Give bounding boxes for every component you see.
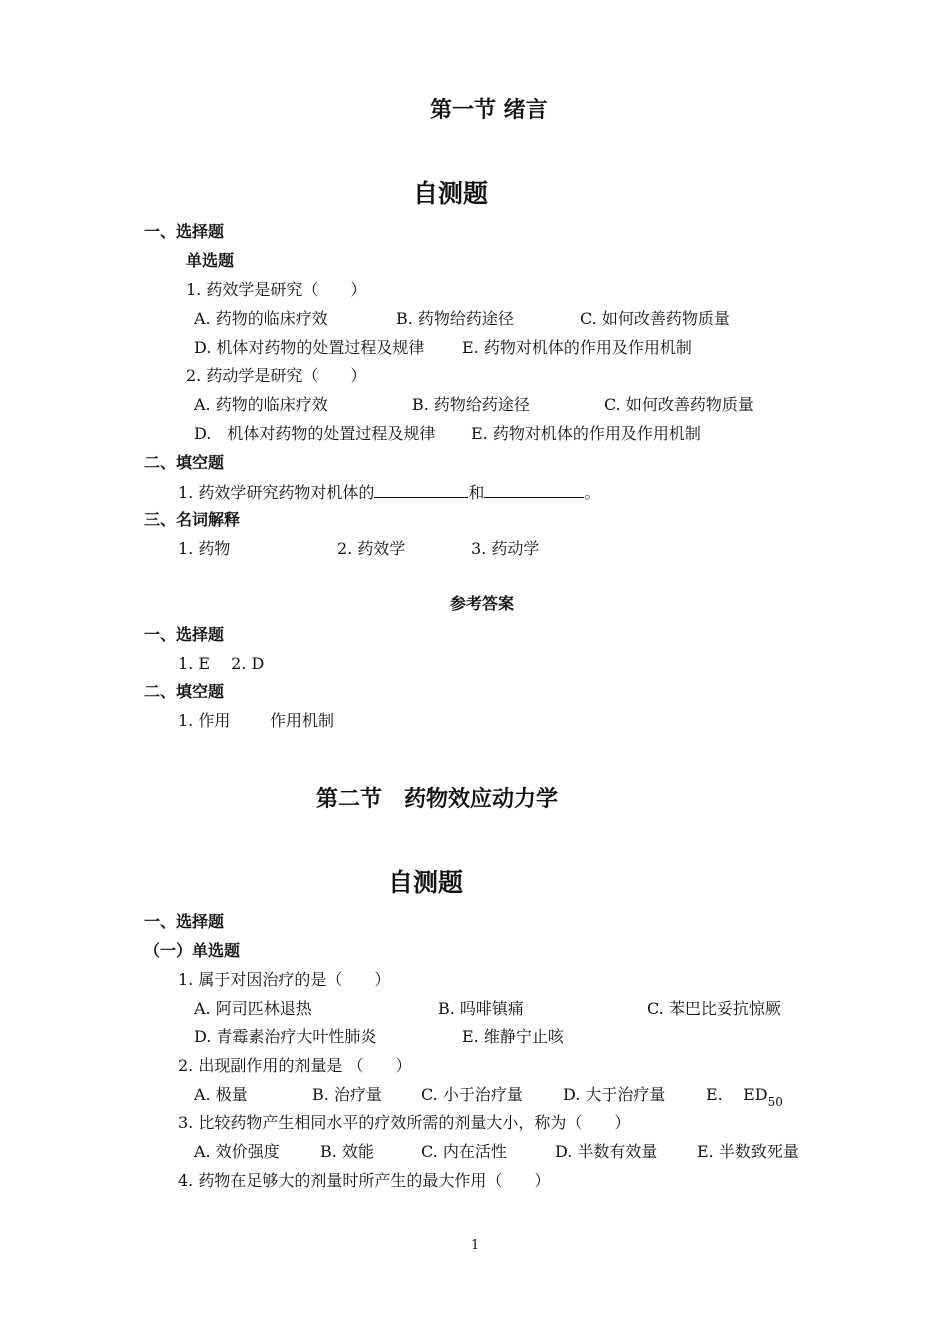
option-e: E. 半数致死量 (697, 1142, 799, 1161)
option-c: C. 内在活性 (421, 1142, 507, 1161)
fill-question-end: 。 (584, 483, 601, 502)
answer-fill-2: 作用机制 (270, 711, 335, 730)
option-b: B. 药物给药途径 (396, 309, 514, 328)
single-choice-heading: 单选题 (186, 251, 235, 270)
answers-heading: 参考答案 (450, 594, 515, 613)
selftest-heading: 自测题 (388, 868, 464, 897)
option-c: C. 如何改善药物质量 (580, 309, 730, 328)
option-e-prefix: E. (706, 1085, 723, 1104)
single-choice-heading: （一）单选题 (144, 941, 241, 960)
option-d: D. 大于治疗量 (563, 1085, 666, 1104)
answer-blank (374, 482, 468, 498)
option-d: D. 半数有效量 (555, 1142, 658, 1161)
option-c: C. 苯巴比妥抗惊厥 (647, 999, 781, 1018)
option-b: B. 效能 (320, 1142, 374, 1161)
page-number: 1 (471, 1238, 480, 1253)
fill-heading: 二、填空题 (144, 453, 225, 472)
option-e: E. 药物对机体的作用及作用机制 (462, 338, 692, 357)
question-1: 1. 属于对因治疗的是（ ） (178, 970, 391, 989)
option-a: A. 极量 (194, 1085, 248, 1104)
question-1: 1. 药效学是研究（ ） (186, 280, 367, 299)
option-e (706, 1085, 783, 1112)
question-4: 4. 药物在足够大的剂量时所产生的最大作用（ ） (178, 1171, 551, 1190)
option-c: C. 小于治疗量 (421, 1085, 523, 1104)
answers-choice-heading: 一、选择题 (144, 625, 225, 644)
question-2: 2. 药动学是研究（ ） (186, 366, 367, 385)
term-1: 1. 药物 (178, 539, 231, 558)
option-a: A. 药物的临床疗效 (194, 309, 328, 328)
option-b: B. 吗啡镇痛 (438, 999, 524, 1018)
option-a: A. 阿司匹林退热 (194, 999, 312, 1018)
term-2: 2. 药效学 (337, 539, 406, 558)
section-title: 第二节 药物效应动力学 (316, 786, 559, 812)
option-e: E. 维静宁止咳 (462, 1027, 564, 1046)
option-d: D. 机体对药物的处置过程及规律 (194, 338, 425, 357)
ed-subscript: 50 (767, 1095, 783, 1109)
question-3: 3. 比较药物产生相同水平的疗效所需的剂量大小，称为（ ） (178, 1113, 631, 1132)
answer-blank (484, 482, 584, 498)
term-3: 3. 药动学 (471, 539, 540, 558)
answers-fill-heading: 二、填空题 (144, 682, 225, 701)
fill-question-connector: 和 (468, 483, 485, 502)
option-b: B. 药物给药途径 (412, 395, 530, 414)
option-d: D. 机体对药物的处置过程及规律 (194, 424, 436, 443)
fill-question-1 (178, 482, 600, 503)
choice-heading: 一、选择题 (144, 222, 225, 241)
question-2: 2. 出现副作用的剂量是 （ ） (178, 1056, 412, 1075)
terms-heading: 三、名词解释 (144, 510, 241, 529)
option-a: A. 药物的临床疗效 (194, 395, 328, 414)
fill-question-text: 1. 药效学研究药物对机体的 (178, 483, 375, 502)
option-d: D. 青霉素治疗大叶性肺炎 (194, 1027, 377, 1046)
answer-fill-1: 1. 作用 (178, 711, 231, 730)
answers-choice: 1. E 2. D (178, 654, 265, 673)
option-b: B. 治疗量 (312, 1085, 382, 1104)
option-e: E. 药物对机体的作用及作用机制 (471, 424, 701, 443)
selftest-heading: 自测题 (413, 179, 489, 208)
choice-heading: 一、选择题 (144, 912, 225, 931)
section-title: 第一节 绪言 (430, 97, 548, 123)
ed-label: ED (743, 1085, 768, 1104)
option-a: A. 效价强度 (194, 1142, 280, 1161)
option-c: C. 如何改善药物质量 (604, 395, 754, 414)
